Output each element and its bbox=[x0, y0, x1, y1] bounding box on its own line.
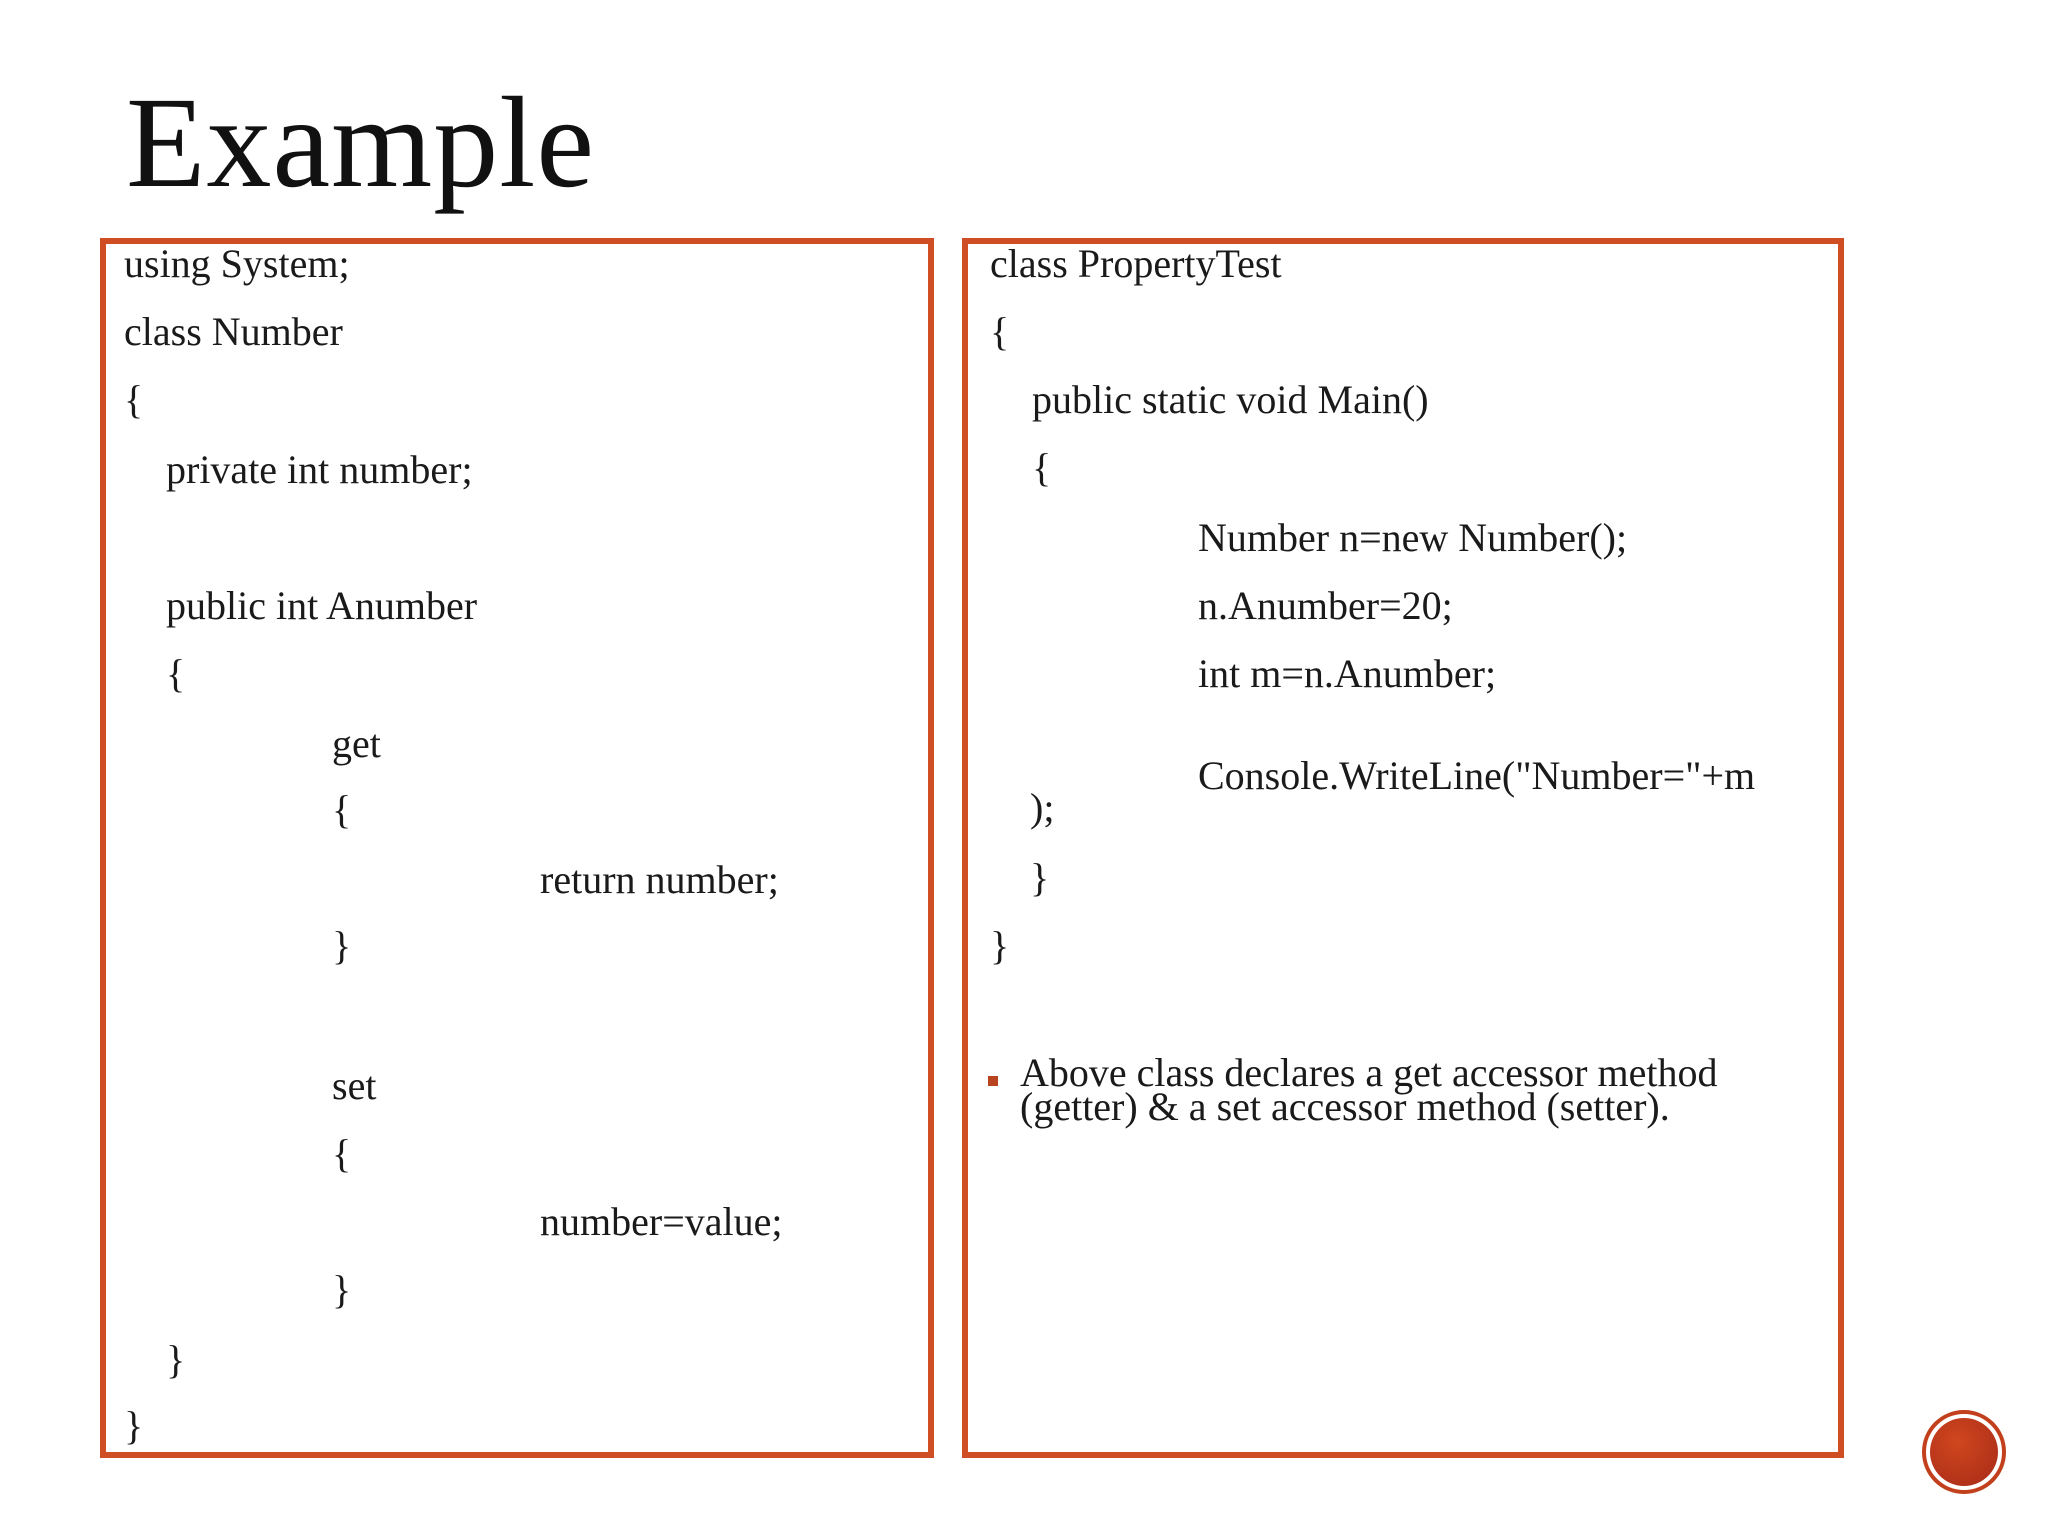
code-line: Console.WriteLine("Number="+m bbox=[1198, 753, 1756, 798]
code-line: int m=n.Anumber; bbox=[1198, 651, 1497, 696]
code-line: { bbox=[332, 787, 352, 832]
code-line: Number n=new Number(); bbox=[1198, 515, 1628, 560]
code-line: } bbox=[1030, 855, 1050, 900]
code-line: number=value; bbox=[540, 1199, 783, 1244]
code-line: { bbox=[990, 309, 1010, 354]
code-line: } bbox=[166, 1337, 186, 1382]
code-line: public static void Main() bbox=[1032, 377, 1429, 422]
code-line: { bbox=[166, 651, 186, 696]
bullet-text: Above class declares a get accessor method (getter) & a set accessor method (setter). bbox=[1020, 1050, 1718, 1129]
left-code-box bbox=[100, 238, 934, 1458]
code-line: set bbox=[332, 1063, 377, 1108]
code-line: ); bbox=[1030, 785, 1055, 830]
code-line: { bbox=[124, 377, 144, 422]
code-line: } bbox=[990, 923, 1010, 968]
code-line: class Number bbox=[124, 309, 343, 354]
slide-title: Example bbox=[126, 71, 596, 215]
code-line: return number; bbox=[540, 857, 779, 902]
code-line: } bbox=[332, 1267, 352, 1312]
circle-icon bbox=[1930, 1418, 1998, 1486]
square-bullet-icon bbox=[988, 1076, 998, 1086]
bullet-item bbox=[1020, 1050, 1840, 1129]
code-line: public int Anumber bbox=[166, 583, 478, 628]
code-line: { bbox=[332, 1131, 352, 1176]
code-line: n.Anumber=20; bbox=[1198, 583, 1453, 628]
code-line: using System; bbox=[124, 241, 350, 286]
code-line: private int number; bbox=[166, 447, 473, 492]
code-line: } bbox=[124, 1403, 144, 1448]
code-line: { bbox=[1032, 445, 1052, 490]
code-line: class PropertyTest bbox=[990, 241, 1282, 286]
slide-nav-button[interactable] bbox=[1922, 1410, 2006, 1494]
code-line: } bbox=[332, 923, 352, 968]
code-line: get bbox=[332, 721, 381, 766]
